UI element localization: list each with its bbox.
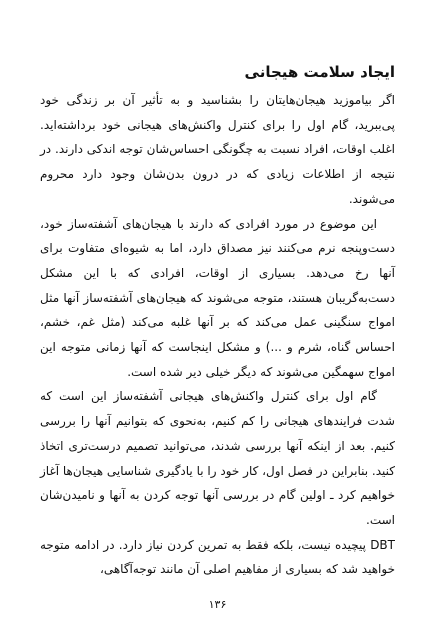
body-text <box>40 88 395 582</box>
section-title: ایجاد سلامت هیجانی <box>244 63 395 81</box>
page-number: ۱۳۶ <box>208 598 227 611</box>
paragraph: DBT پیچیده نیست، بلکه فقط به تمرین کردن نیاز دارد. در ادامه متوجه خواهید شد که بسیاری از مفاهیم اصلی آن مانند توجه‌آگاهی، <box>40 537 395 577</box>
paragraph: این موضوع در مورد افرادی که دارند با هیجان‌های آشفته‌ساز خود، دست‌وپنجه نرم می‌کنند نیز مصداق دارد، اما به شیوه‌ای متفاوت برای آنها رخ می‌دهد. بسیاری از اوقات، افرادی که با این مشکل دست‌به‌گریبان هستند، متوجه می‌شوند که هیجان‌های آشفته‌ساز آنها مثل امواج سنگینی عمل می‌کند که بر آنها غلبه می‌کند (مثل غم، خشم، احساس گناه، شرم و ...) و مشکل اینجاست که آنها زمانی متوجه این امواج سهمگین می‌شوند که دیگر خیلی دیر شده است. <box>40 216 395 379</box>
paragraph: گام اول برای کنترل واکنش‌های هیجانی آشفته‌ساز این است که شدت فرایندهای هیجانی را کم کنیم، به‌نحوی که بتوانیم آنها را بررسی کنیم. بعد از اینکه آنها بررسی شدند، می‌توانید تصمیم درست‌تری اتخاذ کنید. بنابراین در فصل اول، کار خود را با یادگیری شناسایی هیجان‌ها آغاز خواهیم کرد ـ اولین گام در بررسی آنها توجه کردن به آنها و نامیدن‌شان است. <box>40 389 395 527</box>
paragraph: اگر بیاموزید هیجان‌هایتان را بشناسید و به تأثیر آن بر زندگی خود پی‌ببرید، گام اول را برای کنترل واکنش‌های هیجانی خود برداشته‌اید. اغلب اوقات، افراد نسبت به چگونگی احساس‌شان توجه اندکی دارند. در نتیجه از اطلاعات زیادی که در درون بدن‌شان وجود دارد محروم می‌شوند. <box>40 93 395 206</box>
